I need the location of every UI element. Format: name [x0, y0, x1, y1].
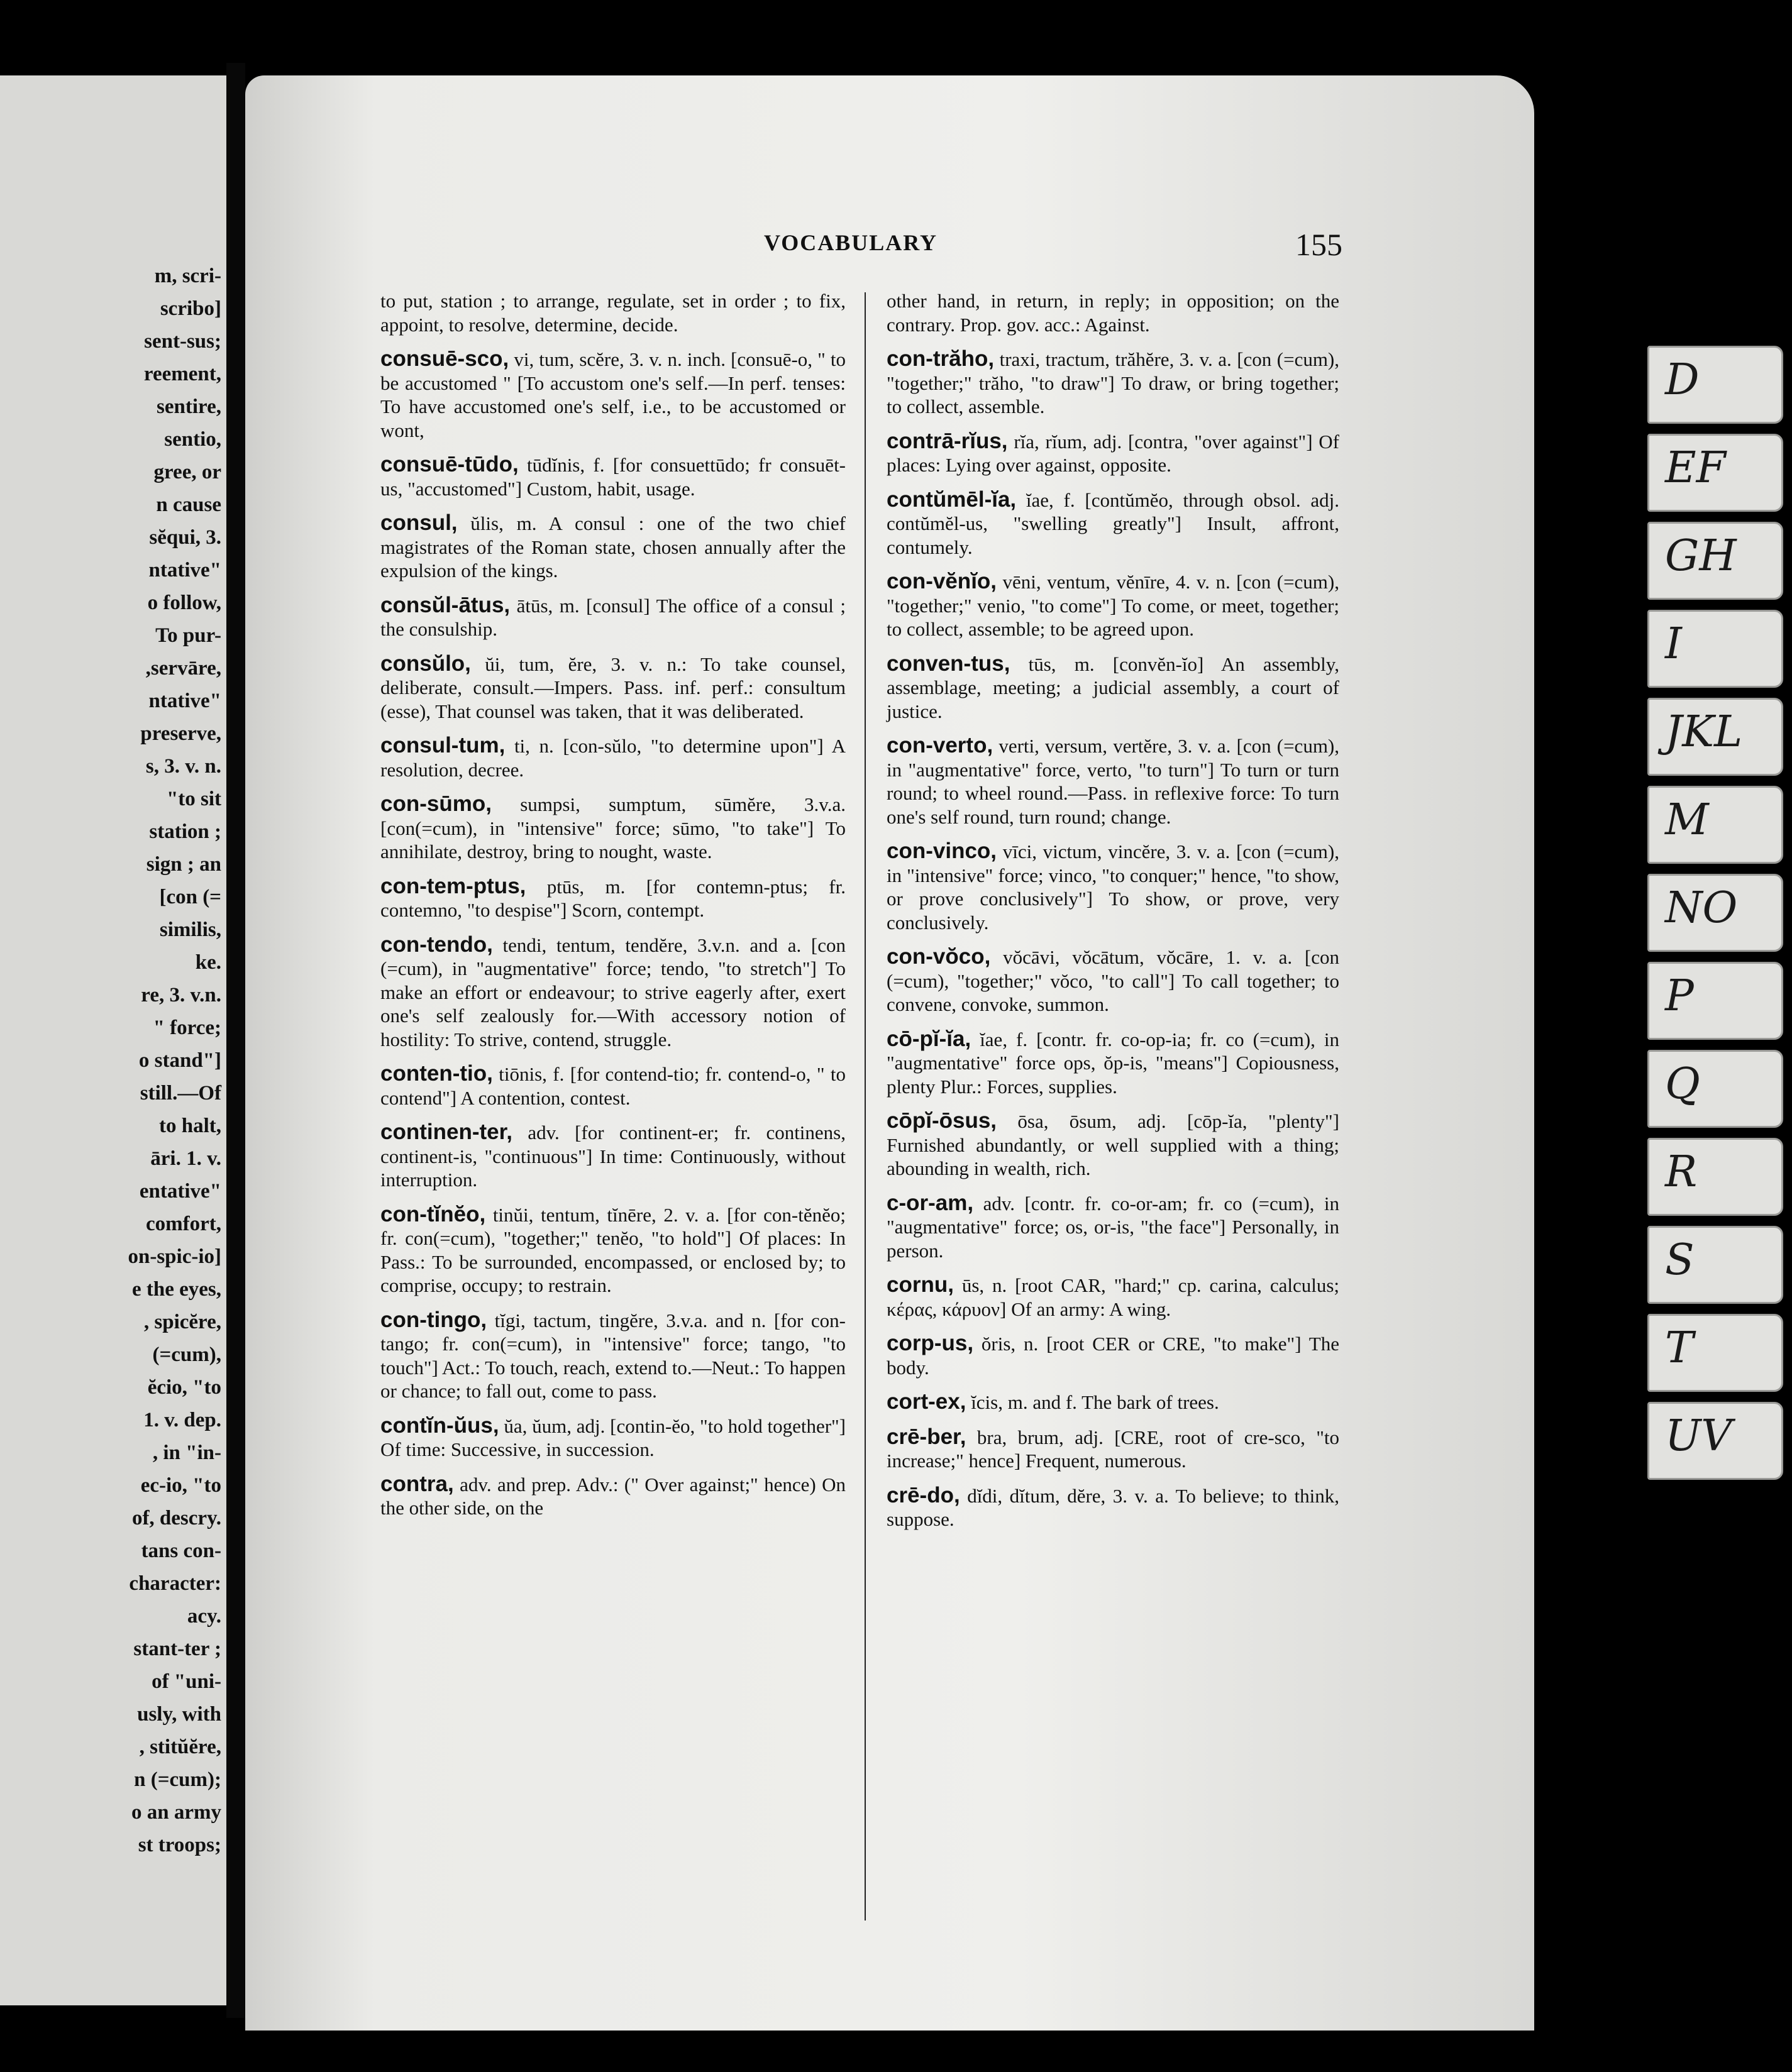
facing-page-fragment: o stand"]	[138, 1049, 221, 1072]
facing-page-fragment: entative"	[139, 1180, 221, 1203]
entry-definition: rĭa, rĭum, adj. [contra, "over against"] Of places: Lying over against, opposite.	[887, 430, 1339, 476]
facing-page-fragment: , stitŭĕre,	[139, 1736, 221, 1758]
entry-headword: cort-ex,	[887, 1389, 966, 1414]
facing-page-fragment: n (=cum);	[134, 1768, 221, 1791]
dictionary-entry	[380, 1472, 846, 1520]
thumb-tab-label: R	[1665, 1147, 1698, 1197]
facing-page-fragment: acy.	[187, 1605, 221, 1628]
thumb-tab-label: I	[1665, 619, 1682, 669]
dictionary-entry	[380, 289, 846, 336]
entry-definition: other hand, in return, in reply; in opposition; on the contrary. Prop. gov. acc.: Against.	[887, 290, 1339, 336]
thumb-tab-label: EF	[1665, 443, 1726, 493]
dictionary-entry	[887, 429, 1339, 477]
entry-definition: ātūs, m. [consul] The office of a consul ; the consulship.	[380, 594, 846, 640]
facing-page-fragment: ec-io, "to	[140, 1474, 221, 1497]
entry-headword: con-tem-ptus,	[380, 873, 526, 898]
dictionary-entry	[380, 1308, 846, 1403]
facing-page-fragment: of, descry.	[131, 1507, 221, 1529]
entry-definition: vīci, victum, vincĕre, 3. v. a. [con (=cum), in "intensive" force; vinco, "to conquer;" hence, "to show, or prove conclusively"] To show, or prove, very conclusively.	[887, 840, 1339, 934]
entry-headword: consul,	[380, 510, 458, 535]
dictionary-entry	[887, 289, 1339, 336]
dictionary-entry	[887, 1484, 1339, 1531]
entry-headword: con-verto,	[887, 733, 993, 758]
entry-headword: corp-us,	[887, 1331, 974, 1355]
dictionary-entry	[887, 652, 1339, 724]
facing-page-fragment: s, 3. v. n.	[145, 755, 221, 778]
facing-page-fragment: sentio,	[164, 428, 221, 451]
entry-definition: adv. [contr. fr. co-or-am; fr. co (=cum), in "augmentative" force; os, or-is, "the face"] Personally, in person.	[887, 1192, 1339, 1262]
thumb-tab-d[interactable]	[1647, 346, 1783, 424]
thumb-tab-no[interactable]	[1647, 874, 1783, 952]
entry-definition: vēni, ventum, vĕnīre, 4. v. n. [con (=cum), "together;" venio, "to come"] To come, or meet, together; to collect, assemble; to be agreed upon.	[887, 571, 1339, 640]
right-column	[887, 289, 1339, 1542]
entry-headword: consŭl-ātus,	[380, 592, 511, 617]
dictionary-entry	[380, 593, 846, 641]
entry-headword: con-vĕnĭo,	[887, 569, 997, 593]
entry-headword: consuē-tūdo,	[380, 452, 519, 477]
facing-page-fragment: o an army	[131, 1801, 221, 1824]
facing-page-fragment: reement,	[143, 363, 221, 385]
page-number: 155	[1295, 227, 1342, 262]
thumb-tab-p[interactable]	[1647, 962, 1783, 1040]
entry-headword: consŭlo,	[380, 651, 471, 676]
dictionary-entry	[887, 1273, 1339, 1321]
entry-definition: sumpsi, sumptum, sūmĕre, 3.v.a. [con(=cum), in "intensive" force; sūmo, "to take"] To annihilate, destroy, bring to nought, waste.	[380, 793, 846, 862]
dictionary-entry	[380, 1203, 846, 1298]
facing-page-fragment: tans con-	[141, 1540, 221, 1562]
entry-headword: conten-tio,	[380, 1061, 493, 1086]
dictionary-entry	[380, 1414, 846, 1462]
facing-page-fragment: st troops;	[138, 1834, 221, 1856]
entry-definition: verti, versum, vertĕre, 3. v. a. [con (=cum), in "augmentative" force, verto, "to turn"] To turn or turn round; to wheel round.—Pass. in reflexive force: To turn one's self round, turn round; change.	[887, 735, 1339, 828]
entry-headword: consuē-sco,	[380, 346, 509, 371]
facing-page-fragment: similis,	[159, 918, 221, 941]
thumb-tab-label: S	[1665, 1235, 1695, 1285]
facing-page-fragment: "to sit	[166, 788, 221, 810]
thumb-tab-t[interactable]	[1647, 1314, 1783, 1392]
thumb-tab-label: GH	[1665, 531, 1737, 581]
dictionary-entry	[887, 488, 1339, 559]
entry-headword: contĭn-ŭus,	[380, 1413, 499, 1438]
facing-page-fragment: , in "in-	[152, 1441, 221, 1464]
dictionary-entry	[380, 453, 846, 500]
entry-headword: crē-do,	[887, 1482, 960, 1507]
entry-definition: ptūs, m. [for contemn-ptus; fr. contemno, "to despise"] Scorn, contempt.	[380, 875, 846, 921]
dictionary-entry	[887, 945, 1339, 1017]
facing-page-fragment: (=cum),	[152, 1343, 221, 1366]
facing-page-fragment: sent-sus;	[144, 330, 221, 353]
dictionary-entry	[380, 933, 846, 1052]
facing-page-fragment: to halt,	[159, 1115, 221, 1137]
entry-headword: consul-tum,	[380, 733, 506, 758]
facing-page-fragment: ntative"	[148, 690, 221, 712]
facing-page-fragment: ntative"	[148, 559, 221, 581]
facing-page-fragment: scribo]	[160, 297, 221, 320]
entry-headword: cōpĭ-ōsus,	[887, 1108, 997, 1133]
entry-definition: ŭa, ŭum, adj. [contin-ĕo, "to hold together"] Of time: Successive, in succession.	[380, 1414, 846, 1460]
entry-headword: con-sūmo,	[380, 791, 492, 816]
entry-definition: ĭae, f. [contr. fr. co-op-ia; fr. co (=cum), in "augmentative" force ops, ŏp-is, "means"] Copiousness, plenty Plur.: Forces, supplies.	[887, 1028, 1340, 1098]
dictionary-entry	[380, 792, 846, 864]
thumb-tab-gh[interactable]	[1647, 522, 1783, 600]
dictionary-entry	[887, 570, 1339, 641]
facing-page-fragment: [con (=	[159, 886, 221, 908]
entry-definition: ŭi, tum, ĕre, 3. v. n.: To take counsel, deliberate, consult.—Impers. Pass. inf. perf.: consultum (esse), That counsel was taken, that it was deliberated.	[380, 653, 846, 722]
entry-definition: ŏris, n. [root CER or CRE, "to make"] The body.	[887, 1333, 1339, 1379]
thumb-tab-label: UV	[1665, 1411, 1732, 1461]
entry-definition: to put, station ; to arrange, regulate, set in order ; to fix, appoint, to resolve, determine, decide.	[380, 290, 846, 336]
facing-page-fragment: āri. 1. v.	[150, 1147, 221, 1170]
entry-definition: tĭgi, tactum, tingĕre, 3.v.a. and n. [for con-tango; fr. con(=cum), in "intensive" force; tango, "to touch"] Act.: To touch, reach, extend to.—Neut.: To happen or chance; to fall out, come to pass.	[380, 1309, 846, 1402]
entry-headword: contra,	[380, 1471, 454, 1496]
thumb-tab-q[interactable]	[1647, 1050, 1783, 1128]
dictionary-entry	[887, 1191, 1339, 1263]
facing-page-fragment: ,servāre,	[145, 657, 221, 680]
dictionary-entry	[380, 1120, 846, 1192]
facing-page	[0, 75, 226, 2005]
entry-definition: ĭcis, m. and f. The bark of trees.	[971, 1391, 1219, 1413]
dictionary-entry	[380, 734, 846, 781]
left-column	[380, 289, 846, 1531]
entry-definition: tūdĭnis, f. [for consuettūdo; fr consuēt-us, "accustomed"] Custom, habit, usage.	[380, 454, 846, 500]
dictionary-entry	[887, 839, 1339, 934]
facing-page-fragment: e the eyes,	[131, 1278, 221, 1301]
thumb-tab-label: JKL	[1665, 707, 1743, 757]
thumb-tab-label: M	[1665, 795, 1709, 845]
facing-page-fragment: 1. v. dep.	[143, 1409, 221, 1431]
facing-page-fragment: preserve,	[140, 722, 221, 745]
entry-headword: con-tingo,	[380, 1307, 487, 1332]
facing-page-fragment: station ;	[149, 820, 221, 843]
facing-page-fragment: " force;	[153, 1017, 221, 1039]
dictionary-entry	[380, 1062, 846, 1110]
facing-page-fragment: usly, with	[137, 1703, 221, 1726]
entry-definition: tendi, tentum, tendĕre, 3.v.n. and a. [con (=cum), in "augmentative" force; tendo, "to stretch"] To make an effort or endeavour; to strive eagerly after, exert one's self zealously for.—With accessory notion of hostility: To strive, contend, struggle.	[380, 934, 846, 1050]
facing-page-fragment: , spicĕre,	[143, 1311, 221, 1333]
facing-page-fragment: ke.	[195, 951, 221, 974]
dictionary-entry	[887, 1331, 1339, 1379]
entry-definition: ŭlis, m. A consul : one of the two chief magistrates of the Roman state, chosen annually after the expulsion of the kings.	[380, 512, 846, 581]
entry-definition: ūs, n. [root CAR, "hard;" cp. carina, calculus; κέρας, κάρυον] Of an army: A wing.	[887, 1274, 1339, 1320]
thumb-tab-label: T	[1665, 1323, 1694, 1373]
entry-headword: con-trăho,	[887, 346, 995, 371]
dictionary-entry	[887, 347, 1339, 419]
facing-page-fragment: sĕqui, 3.	[149, 526, 221, 549]
entry-definition: tūs, m. [convĕn-ĭo] An assembly, assemblage, meeting; a judicial assembly, a court of justice.	[887, 653, 1339, 722]
facing-page-fragment: stant-ter ;	[133, 1638, 221, 1660]
book-gutter	[226, 63, 245, 2018]
entry-definition: ĭae, f. [contŭmĕo, through obsol. adj. contŭmĕl-us, "swelling greatly"] Insult, affront, contumely.	[887, 488, 1339, 558]
entry-headword: crē-ber,	[887, 1424, 966, 1449]
facing-page-fragment: To pur-	[155, 624, 221, 647]
entry-headword: con-vinco,	[887, 839, 997, 863]
entry-definition: adv. [for continent-er; fr. continens, continent-is, "continuous"] In time: Continuously, without interruption.	[380, 1121, 846, 1191]
facing-page-fragment: still.—Of	[140, 1082, 221, 1105]
dictionary-entry	[380, 874, 846, 922]
dictionary-entry	[380, 652, 846, 724]
entry-definition: dĭdi, dĭtum, dĕre, 3. v. a. To believe; to think, suppose.	[887, 1484, 1340, 1530]
entry-headword: c-or-am,	[887, 1190, 974, 1215]
entry-definition: adv. and prep. Adv.: (" Over against;" hence) On the other side, on the	[380, 1473, 846, 1519]
thumb-tab-s[interactable]	[1647, 1226, 1783, 1304]
entry-headword: cornu,	[887, 1272, 954, 1297]
entry-definition: bra, brum, adj. [CRE, root of cre-sco, "to increase;" hence] Frequent, numerous.	[887, 1426, 1339, 1472]
entry-headword: con-tendo,	[380, 932, 493, 957]
thumb-index-tabs	[1647, 346, 1792, 1515]
column-divider	[865, 292, 866, 1920]
thumb-tab-label: D	[1665, 355, 1700, 405]
thumb-tab-i[interactable]	[1647, 610, 1783, 688]
facing-page-fragment: n cause	[156, 493, 221, 516]
thumb-tab-label: NO	[1665, 883, 1738, 933]
thumb-tab-label: Q	[1665, 1059, 1700, 1109]
thumb-tab-r[interactable]	[1647, 1138, 1783, 1216]
entry-definition: vi, tum, scĕre, 3. v. n. inch. [consuē-o, " to be accustomed " [To accustom one's self.—In perf. tenses: To have accustomed one's self, i.e., to be accustomed or wont,	[380, 348, 846, 441]
facing-page-fragment: on-spic-io]	[128, 1245, 221, 1268]
page-header	[245, 226, 1534, 264]
entry-headword: con-tĭnĕo,	[380, 1201, 486, 1226]
dictionary-entry	[887, 1027, 1339, 1099]
thumb-tab-label: P	[1665, 971, 1694, 1021]
facing-page-fragment: sentire,	[157, 395, 221, 418]
dictionary-entry	[887, 1390, 1339, 1414]
entry-headword: contrā-rĭus,	[887, 428, 1008, 453]
facing-page-fragment: m, scri-	[154, 265, 221, 287]
entry-definition: vŏcāvi, vŏcātum, vŏcāre, 1. v. a. [con (=cum), "together;" vŏco, "to call"] To call together; to convene, convoke, summon.	[887, 946, 1340, 1015]
entry-definition: tinŭi, tentum, tĭnēre, 2. v. a. [for con-tĕnĕo; fr. con(=cum), "together;" tenĕo, "to hold"] Of places: In Pass.: To be surrounded, encompassed, or enclosed by; to comprise, occupy; to restrain.	[380, 1203, 846, 1296]
facing-page-fragment: ĕcio, "to	[147, 1376, 221, 1399]
entry-headword: conven-tus,	[887, 651, 1010, 676]
entry-headword: contŭmēl-ĭa,	[887, 487, 1017, 512]
entry-definition: traxi, tractum, trăhĕre, 3. v. a. [con (=cum), "together;" trăho, "to draw"] To draw, or bring together; to collect, assemble.	[887, 348, 1340, 417]
entry-headword: continen-ter,	[380, 1120, 513, 1144]
dictionary-entry	[887, 734, 1339, 829]
dictionary-entry	[887, 1109, 1339, 1181]
dictionary-entry	[887, 1425, 1339, 1473]
thumb-tab-m[interactable]	[1647, 786, 1783, 864]
facing-page-fragment: o follow,	[147, 592, 221, 614]
facing-page-fragment: sign ; an	[146, 853, 221, 876]
facing-page-fragment: comfort,	[145, 1213, 221, 1235]
entry-definition: ti, n. [con-sŭlo, "to determine upon"] A resolution, decree.	[380, 735, 846, 781]
thumb-tab-ef[interactable]	[1647, 434, 1783, 512]
facing-page-fragment: re, 3. v.n.	[141, 984, 221, 1006]
thumb-tab-uv[interactable]	[1647, 1402, 1783, 1480]
running-title: VOCABULARY	[764, 230, 938, 255]
entry-definition: ōsa, ōsum, adj. [cōp-ĭa, "plenty"] Furnished abundantly, or well supplied with a thing; abounding in wealth, rich.	[887, 1110, 1339, 1179]
entry-definition: tiōnis, f. [for contend-tio; fr. contend-o, " to contend"] A contention, contest.	[380, 1063, 846, 1109]
dictionary-entry	[380, 347, 846, 442]
entry-headword: con-vŏco,	[887, 944, 991, 969]
entry-headword: cō-pĭ-ĭa,	[887, 1026, 971, 1051]
facing-page-fragment: of "uni-	[152, 1670, 221, 1693]
dictionary-entry	[380, 511, 846, 583]
facing-page-fragment: gree, or	[153, 461, 221, 483]
facing-page-fragment: character:	[129, 1572, 221, 1595]
thumb-tab-jkl[interactable]	[1647, 698, 1783, 776]
dictionary-page	[245, 75, 1743, 2031]
